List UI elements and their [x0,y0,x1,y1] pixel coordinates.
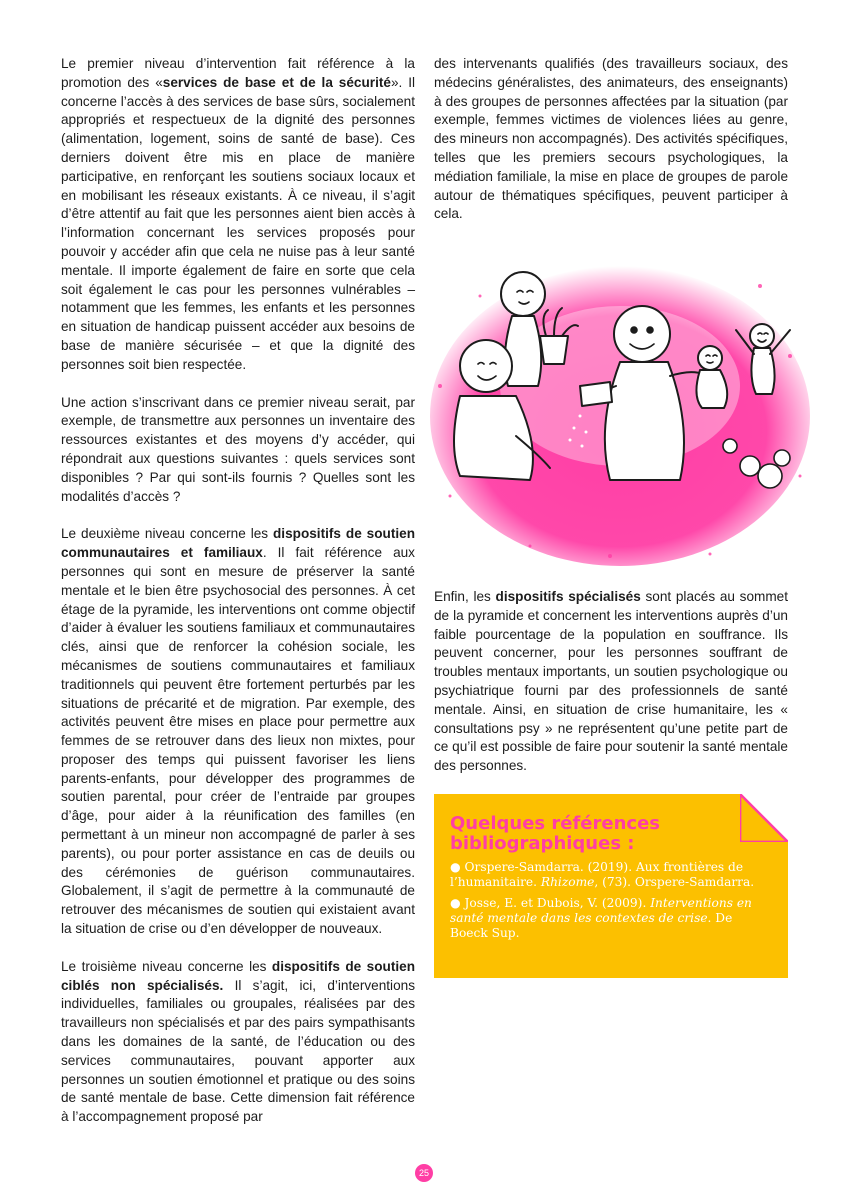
references-title: Quelques références bibliographiques : [450,813,660,854]
paragraph-specialized: Enfin, les dispositifs spécialisés sont placés au sommet de la pyramide et concernent les interventions auprès d’un faible pourcentage de la population en souffrance. Ils peuvent concerner, pour les personnes souffrant de troubles mentaux importants, un soutien psychologique ou psychiatrique fourni par des professionnels de santé mentale. Ainsi, en situation de crise humanitaire, les « consultations psy » ne représentent qu’une petite part de ce qu’il est possible de faire pour soutenir la santé mentale des personnes. [434,589,789,774]
paragraph-level-2: Le deuxième niveau concerne les dispositifs de soutien communautaires et familiaux. Il fait référence aux personnes qui sont en mesure de préserver la santé mentale et le bien être psychosocial des personnes. À cet étage de la pyramide, les interventions ont comme objectif d’aider à évaluer les soutiens familiaux et communautaires clés, ainsi que de renforcer la cohésion sociale, les mécanismes de soutiens communautaires et familiaux traditionnels qui peuvent être fortement perturbés par les situations de précarité et de migration. Par exemple, des activités peuvent être mises en place pour permettre aux femmes de se retrouver dans des lieux non mixtes, pour proposer des temps qui puissent favoriser les liens parents-enfants, pour développer des programmes de soutien parental, pour créer de l’entraide par groupes d’âge, pour aider à la réunification des familles (en permettant à un mineur non accompagné de parler à ses parents), ou pour porter assistance en cas de deuils ou des cérémonies de guérison communautaires. Globalement, il s’agit de permettre à la communauté de retrouver des mécanismes de soutien qui existaient avant la situation de crise ou d’en développer de nouveaux. [61,526,415,937]
paragraph-level-3-cont: des intervenants qualifiés (des travailleurs sociaux, des médecins généralistes, des animateurs, des enseignants) à des groupes de personnes affectées par la situation (par exemple, femmes victimes de violences liées au genre, des mineurs non accompagnés). Des activités spécifiques, telles que les premiers secours psychologiques, la médiation familiale, la mise en place de groupes de parole autour de thématiques spécifiques, peuvent participer à cela. [434,56,788,222]
reference-item: ● Orspere-Samdarra. (2019). Aux frontières de l’humanitaire. Rhizome, (73). Orspere-Samdarra. [450,860,755,889]
folded-corner-icon [740,794,788,842]
reference-item: ● Josse, E. et Dubois, V. (2009). Interventions en santé mentale dans les contextes de crise. De Boeck Sup. [450,896,752,940]
references-list [450,860,772,947]
right-column [434,55,788,243]
references-box [434,794,788,978]
paragraph-level-1: Le premier niveau d’intervention fait référence à la promotion des «services de base et de la sécurité». Il concerne l’accès à des services de base sûrs, socialement appropriés et respectueux de la dignité des personnes (alimentation, logement, soins de santé de base). Ces derniers doivent être mis en place de manière participative, en renforçant les soutiens sociaux locaux et en mobilisant les réseaux existants. À ce niveau, il s’agit d’être attentif au fait que les personnes aient bien accès à l’information concernant les services proposés pour pouvoir y accéder afin que cela ne nuise pas à leur santé mentale. Il importe également de faire en sorte que cela soit également le cas pour les personnes vulnérables – notamment que les femmes, les enfants et les personnes en situation de handicap puissent accéder aux besoins de base de manière sécurisée – et que la dignité des personnes soit bien respectée. [61,56,415,372]
paragraph-example-level-1: Une action s’inscrivant dans ce premier niveau serait, par exemple, de transmettre aux personnes un inventaire des ressources existantes et des moyens d’y accéder, qui répondrait aux questions suivantes : quels services sont disponibles ? Par qui sont-ils fournis ? Quelles sont les modalités d’accès ? [61,394,415,504]
paragraph-level-3: Le troisième niveau concerne les dispositifs de soutien ciblés non spécialisés. Il s’agit, ici, d’interventions individuelles, familiales ou groupales, réalisées par des travailleurs non spécialisés et par des pairs sympathisants dans les domaines de la santé, de l’éducation ou des services communautaires, pouvant apporter aux personnes un soutien émotionnel et pratique ou des soins de santé mentale de base. Cette dimension fait référence à l’accompagnement proposé par [61,958,416,1125]
people-gardening-illustration [420,236,810,566]
left-column [61,55,415,1146]
page-number: 25 [415,1164,433,1182]
